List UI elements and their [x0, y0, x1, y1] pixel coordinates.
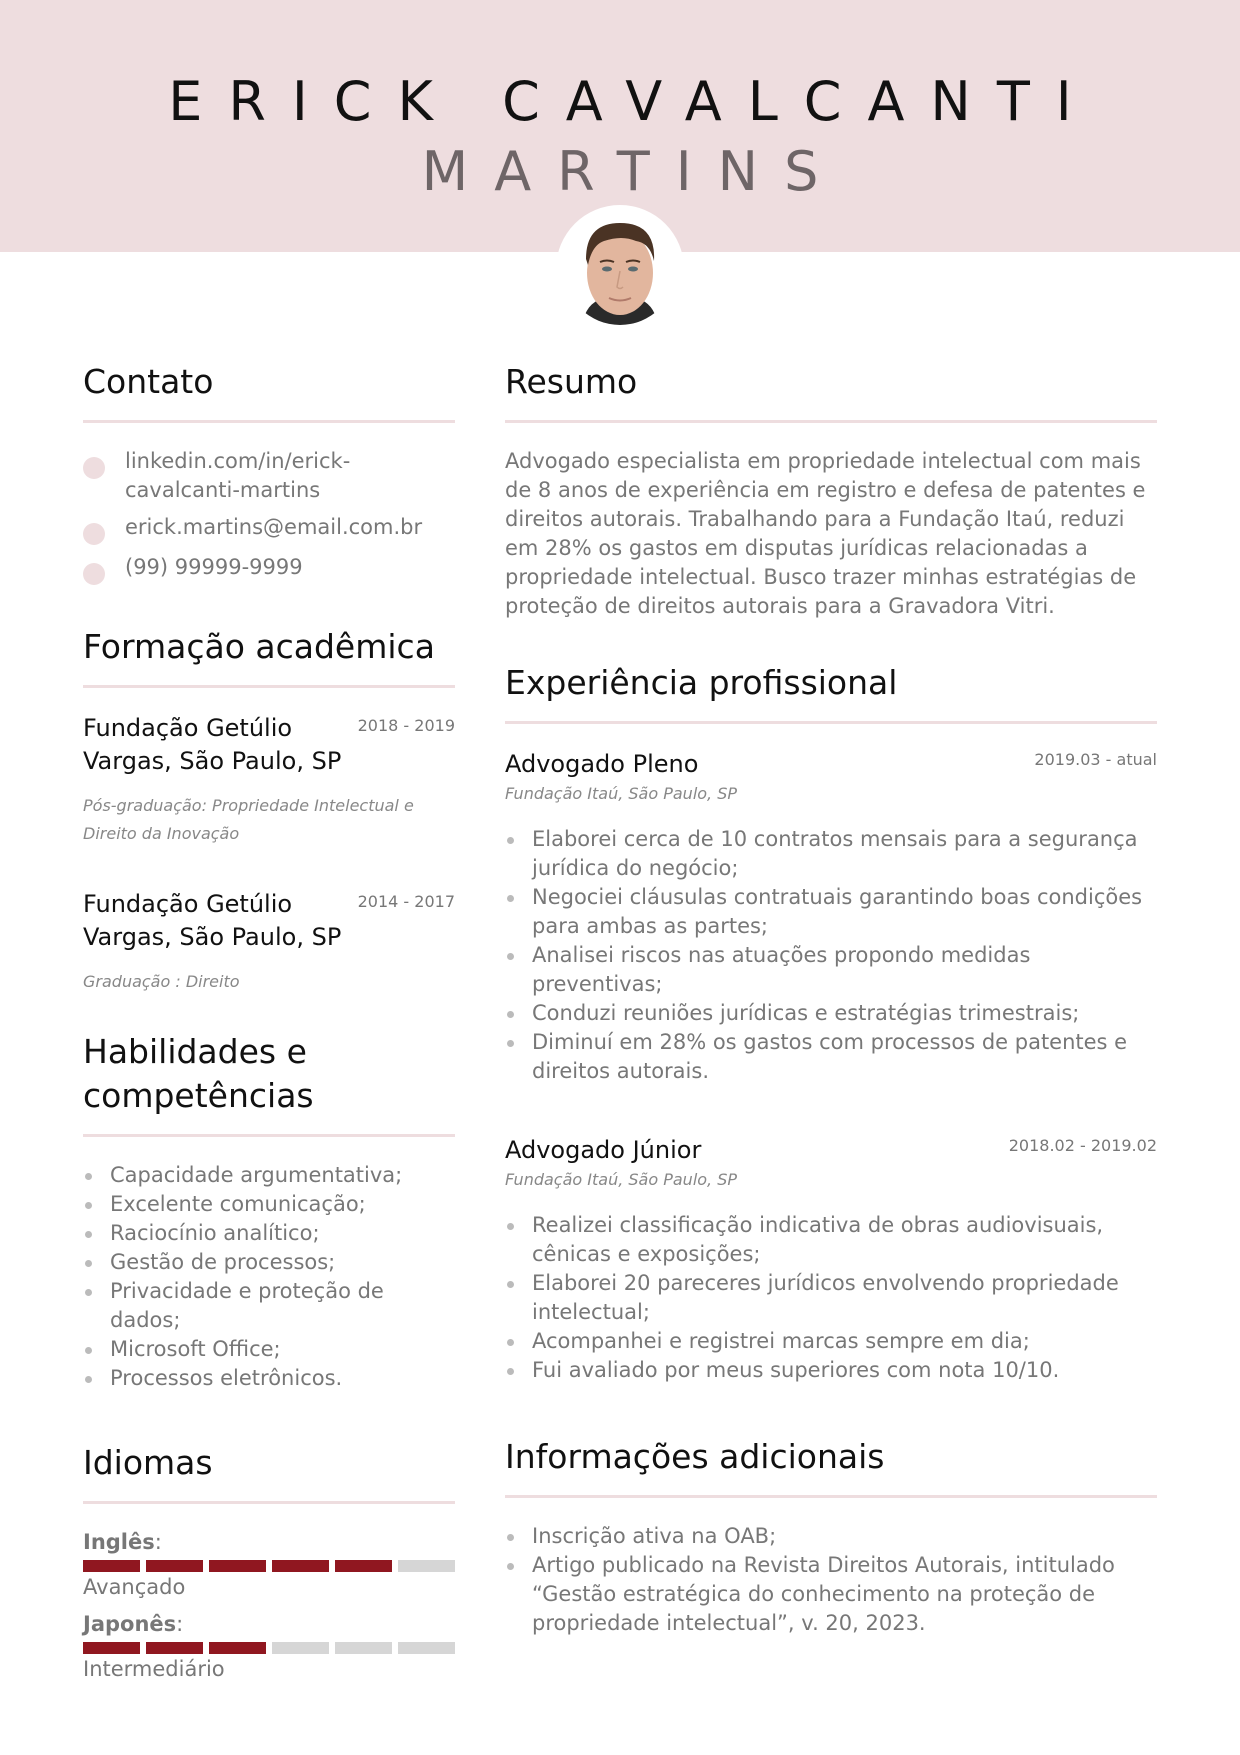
- language-name-label: Inglês: [83, 1530, 155, 1554]
- language-name-label: Japonês: [83, 1612, 177, 1636]
- job-bullet: Elaborei 20 pareceres jurídicos envolvendo propriedade intelectual;: [505, 1269, 1157, 1327]
- skill-item: Capacidade argumentativa;: [83, 1161, 455, 1190]
- proficiency-segment-filled: [209, 1642, 266, 1654]
- education-school: Fundação Getúlio Vargas, São Paulo, SP: [83, 890, 342, 951]
- education-degree: Graduação : Direito: [83, 972, 240, 991]
- avatar-photo-icon: [564, 213, 676, 325]
- job-company: Fundação Itaú, São Paulo, SP: [505, 784, 738, 803]
- experience-title: Experiência profissional: [505, 663, 898, 702]
- proficiency-segment-filled: [146, 1642, 203, 1654]
- contact-email-text[interactable]: erick.martins@email.com.br: [125, 515, 423, 539]
- job-bullet: Negociei cláusulas contratuais garantindo boas condições para ambas as partes;: [505, 883, 1157, 941]
- section-divider: [83, 1134, 455, 1137]
- proficiency-segment-filled: [209, 1560, 266, 1572]
- language-item: [83, 1528, 455, 1600]
- languages-title: Idiomas: [83, 1443, 213, 1482]
- job-bullets: [505, 1211, 1157, 1385]
- job-bullet: Elaborei cerca de 10 contratos mensais para a segurança jurídica do negócio;: [505, 825, 1157, 883]
- language-proficiency-bar: [83, 1560, 455, 1572]
- job-bullet: Acompanhei e registrei marcas sempre em dia;: [505, 1327, 1157, 1356]
- skills-list: [83, 1161, 455, 1393]
- job-entry: [505, 748, 1157, 1086]
- proficiency-segment-empty: [398, 1642, 455, 1654]
- contact-phone-text[interactable]: (99) 99999-9999: [125, 555, 303, 579]
- skills-title: Habilidades e competências: [83, 1032, 314, 1115]
- job-title: Advogado Pleno: [505, 750, 699, 778]
- language-level: Avançado: [83, 1575, 186, 1599]
- skill-item: Gestão de processos;: [83, 1248, 455, 1277]
- job-title: Advogado Júnior: [505, 1136, 702, 1164]
- additional-item: Artigo publicado na Revista Direitos Autorais, intitulado “Gestão estratégica do conhecimento na proteção de propriedade intelectual”, v. 20, 2023.: [505, 1551, 1157, 1638]
- section-divider: [505, 1495, 1157, 1498]
- proficiency-segment-empty: [398, 1560, 455, 1572]
- education-years: 2018 - 2019: [357, 716, 455, 735]
- skill-item: Excelente comunicação;: [83, 1190, 455, 1219]
- job-bullet: Conduzi reuniões jurídicas e estratégias trimestrais;: [505, 999, 1157, 1028]
- left-column: [83, 360, 455, 1712]
- languages-section: [83, 1441, 455, 1682]
- language-name: Japonês:: [83, 1612, 184, 1636]
- language-proficiency-bar: [83, 1642, 455, 1654]
- education-item: [83, 888, 455, 996]
- proficiency-segment-filled: [146, 1560, 203, 1572]
- experience-section: [505, 661, 1157, 1385]
- section-divider: [83, 420, 455, 423]
- job-bullet: Fui avaliado por meus superiores com nota 10/10.: [505, 1356, 1157, 1385]
- education-title: Formação acadêmica: [83, 627, 435, 666]
- education-years: 2014 - 2017: [357, 892, 455, 911]
- summary-section: [505, 360, 1157, 621]
- proficiency-segment-filled: [83, 1642, 140, 1654]
- proficiency-segment-filled: [335, 1560, 392, 1572]
- contact-title: Contato: [83, 362, 214, 401]
- job-entry: [505, 1134, 1157, 1385]
- languages-list: [83, 1528, 455, 1682]
- education-school: Fundação Getúlio Vargas, São Paulo, SP: [83, 714, 342, 775]
- contact-section: [83, 360, 455, 585]
- additional-section: [505, 1435, 1157, 1638]
- summary-text: Advogado especialista em propriedade intelectual com mais de 8 anos de experiência em registro e defesa de patentes e direitos autorais. Trabalhando para a Fundação Itaú, reduzi em 28% os gastos em disputas jurídicas relacionadas a propriedade intelectual. Busco trazer minhas estratégias de proteção de direitos autorais para a Gravadora Vitri.: [505, 449, 1146, 618]
- additional-list: [505, 1522, 1157, 1638]
- skill-item: Raciocínio analítico;: [83, 1219, 455, 1248]
- email-icon: [83, 523, 105, 545]
- phone-icon: [83, 563, 105, 585]
- education-degree: Pós-graduação: Propriedade Intelectual e Direito da Inovação: [83, 796, 414, 843]
- education-section: [83, 625, 455, 996]
- contact-phone[interactable]: [83, 553, 455, 585]
- contact-linkedin[interactable]: [83, 447, 455, 505]
- proficiency-segment-empty: [335, 1642, 392, 1654]
- contact-linkedin-text[interactable]: linkedin.com/in/erick-cavalcanti-martins: [125, 449, 351, 502]
- avatar: [564, 213, 676, 325]
- job-bullets: [505, 825, 1157, 1086]
- job-company: Fundação Itaú, São Paulo, SP: [505, 1170, 738, 1189]
- section-divider: [83, 1501, 455, 1504]
- language-item: [83, 1610, 455, 1682]
- job-bullet: Analisei riscos nas atuações propondo medidas preventivas;: [505, 941, 1157, 999]
- skills-section: [83, 1030, 455, 1393]
- section-divider: [505, 721, 1157, 724]
- skill-item: Processos eletrônicos.: [83, 1364, 455, 1393]
- language-level: Intermediário: [83, 1657, 225, 1681]
- summary-title: Resumo: [505, 362, 638, 401]
- section-divider: [83, 685, 455, 688]
- job-bullet: Realizei classificação indicativa de obras audiovisuais, cênicas e exposições;: [505, 1211, 1157, 1269]
- job-dates: 2019.03 - atual: [1034, 750, 1157, 769]
- section-divider: [505, 420, 1157, 423]
- skill-item: Microsoft Office;: [83, 1335, 455, 1364]
- proficiency-segment-filled: [83, 1560, 140, 1572]
- skill-item: Privacidade e proteção de dados;: [83, 1277, 455, 1335]
- proficiency-segment-filled: [272, 1560, 329, 1572]
- additional-title: Informações adicionais: [505, 1437, 885, 1476]
- job-dates: 2018.02 - 2019.02: [1008, 1136, 1157, 1155]
- education-item: [83, 712, 455, 848]
- right-column: [505, 360, 1157, 1668]
- job-bullet: Diminuí em 28% os gastos com processos de patentes e direitos autorais.: [505, 1028, 1157, 1086]
- name-last: MARTINS: [421, 140, 845, 203]
- proficiency-segment-empty: [272, 1642, 329, 1654]
- language-name: Inglês:: [83, 1530, 162, 1554]
- linkedin-icon: [83, 457, 105, 479]
- contact-email[interactable]: [83, 513, 455, 545]
- name-first: ERICK CAVALCANTI: [168, 70, 1098, 133]
- additional-item: Inscrição ativa na OAB;: [505, 1522, 1157, 1551]
